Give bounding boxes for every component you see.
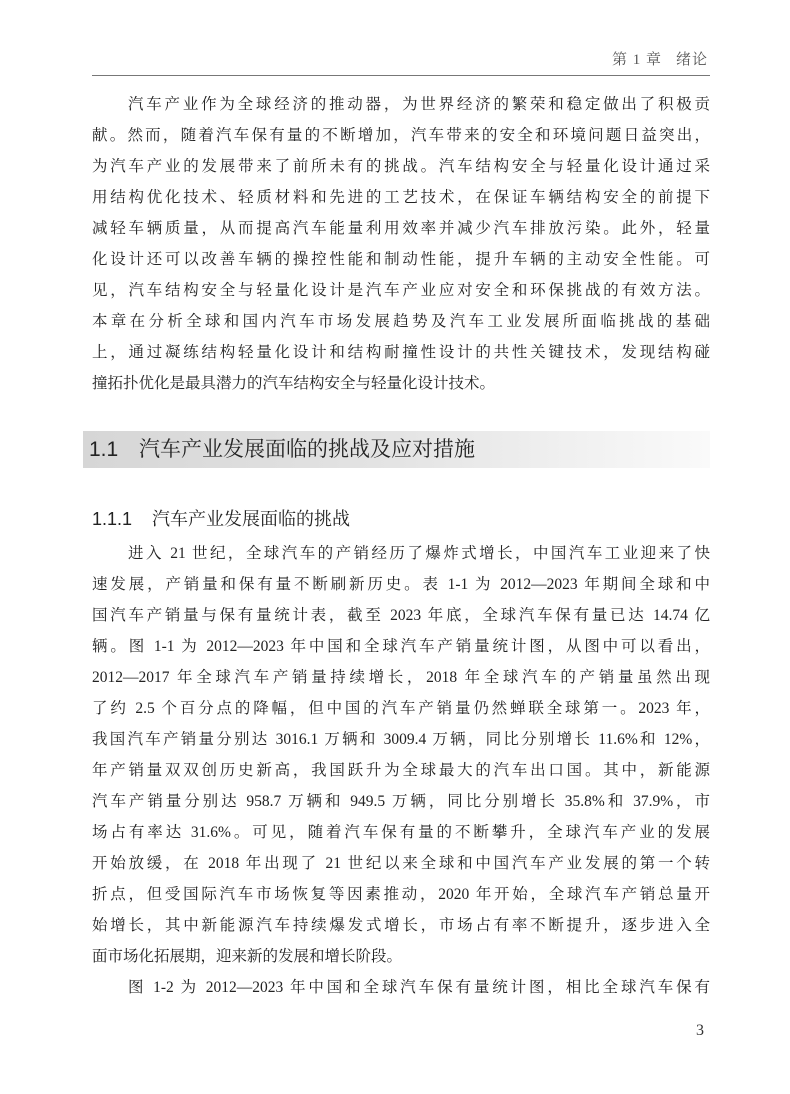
page-number: 3	[696, 1022, 704, 1039]
paragraph-body	[92, 538, 710, 1003]
text-line: 国汽车产销量与保有量统计表，截至 2023 年底，全球汽车保有量已达 14.74 亿	[92, 607, 710, 624]
text-line: 减轻车辆质量，从而提高汽车能量利用效率并减少汽车排放污染。此外，轻量	[92, 220, 710, 237]
text-line: 为汽车产业的发展带来了前所未有的挑战。汽车结构安全与轻量化设计通过采	[92, 158, 710, 175]
paragraph-intro	[92, 89, 710, 399]
text-line: 撞拓扑优化是最具潜力的汽车结构安全与轻量化设计技术。	[92, 375, 496, 392]
text-line: 场占有率达 31.6%。可见，随着汽车保有量的不断攀升，全球汽车产业的发展	[92, 824, 710, 841]
chapter-title: 绪论	[675, 52, 708, 68]
text-line: 进入 21 世纪，全球汽车的产销经历了爆炸式增长，中国汽车工业迎来了快	[128, 545, 710, 562]
text-line: 化设计还可以改善车辆的操控性能和制动性能，提升车辆的主动安全性能。可	[92, 251, 710, 268]
header-rule	[92, 75, 710, 76]
text-line: 开始放缓，在 2018 年出现了 21 世纪以来全球和中国汽车产业发展的第一个转	[92, 855, 710, 872]
subsection-title: 汽车产业发展面临的挑战	[152, 509, 350, 529]
text-line: 见，汽车结构安全与轻量化设计是汽车产业应对安全和环保挑战的有效方法。	[92, 282, 710, 299]
section-heading	[83, 431, 710, 468]
text-line: 折点，但受国际汽车市场恢复等因素推动，2020 年开始，全球汽车产销总量开	[92, 886, 710, 903]
subsection-heading	[92, 505, 350, 531]
text-line: 始增长，其中新能源汽车持续爆发式增长，市场占有率不断提升，逐步进入全	[92, 917, 710, 934]
section-number: 1.1	[89, 438, 119, 461]
text-line: 速发展，产销量和保有量不断刷新历史。表 1-1 为 2012—2023 年期间全球和中	[92, 576, 710, 593]
text-line: 汽车产销量分别达 958.7 万辆和 949.5 万辆，同比分别增长 35.8%和 37.9%，市	[92, 793, 710, 810]
text-line: 献。然而，随着汽车保有量的不断增加，汽车带来的安全和环境问题日益突出，	[92, 127, 710, 144]
section-title: 汽车产业发展面临的挑战及应对措施	[139, 438, 475, 461]
text-line: 2012—2017 年全球汽车产销量持续增长，2018 年全球汽车的产销量虽然出现	[92, 669, 710, 686]
text-line: 了约 2.5 个百分点的降幅，但中国的汽车产销量仍然蝉联全球第一。2023 年，	[92, 700, 710, 717]
chapter-number: 第 1 章	[611, 52, 662, 68]
text-line: 汽车产业作为全球经济的推动器，为世界经济的繁荣和稳定做出了积极贡	[128, 96, 710, 113]
running-header	[598, 48, 708, 69]
text-line: 用结构优化技术、轻质材料和先进的工艺技术，在保证车辆结构安全的前提下	[92, 189, 710, 206]
text-line: 年产销量双双创历史新高，我国跃升为全球最大的汽车出口国。其中，新能源	[92, 762, 710, 779]
text-line: 上，通过凝练结构轻量化设计和结构耐撞性设计的共性关键技术，发现结构碰	[92, 344, 710, 361]
text-line: 图 1-2 为 2012—2023 年中国和全球汽车保有量统计图，相比全球汽车保有	[128, 979, 710, 996]
text-line: 辆。图 1-1 为 2012—2023 年中国和全球汽车产销量统计图，从图中可以看出，	[92, 638, 710, 655]
text-line: 面市场化拓展期，迎来新的发展和增长阶段。	[92, 948, 403, 965]
subsection-number: 1.1.1	[92, 509, 133, 529]
text-line: 本章在分析全球和国内汽车市场发展趋势及汽车工业发展所面临挑战的基础	[92, 313, 710, 330]
text-line: 我国汽车产销量分别达 3016.1 万辆和 3009.4 万辆，同比分别增长 11.6%和 12%，	[92, 731, 710, 748]
